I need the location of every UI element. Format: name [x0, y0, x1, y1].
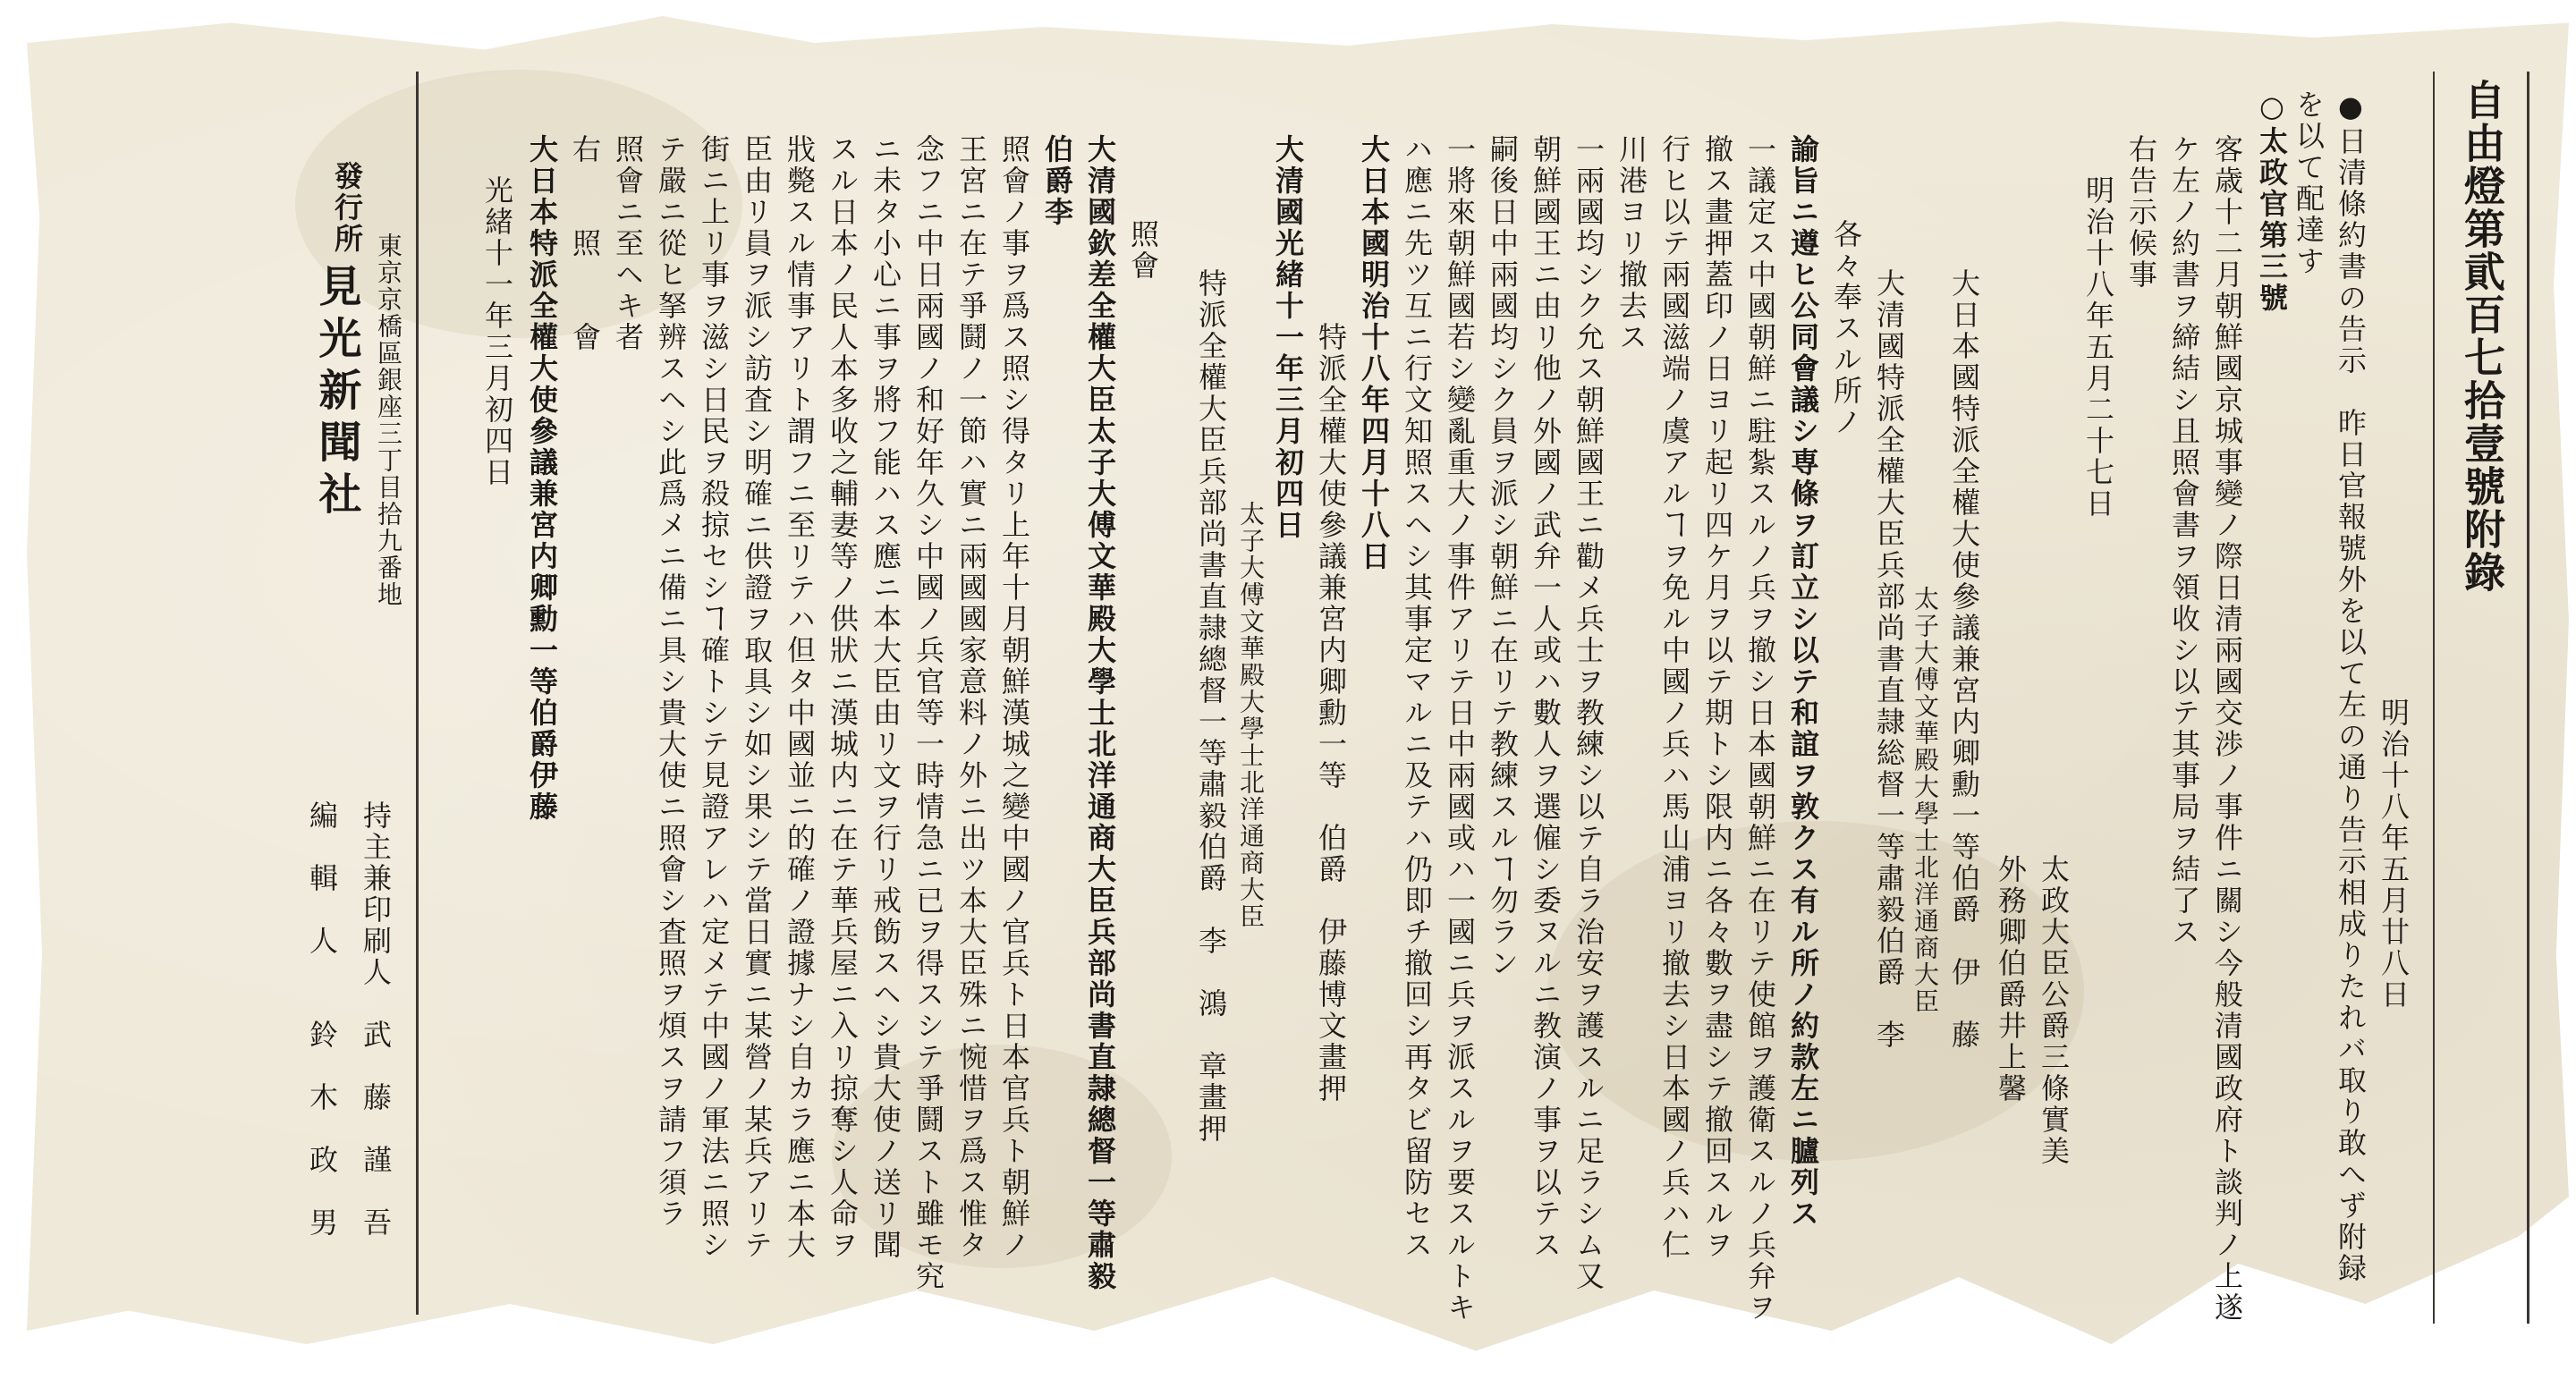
note-line-6: 戕斃スル情事アリト謂フニ至リテハ但タ中國並ニ的確ノ證據ナシ自カラ應ニ本大: [783, 134, 817, 1261]
colophon-rule: [416, 72, 419, 1315]
note-close: 右 照 會: [568, 134, 602, 353]
notice-signer-2: 外務卿伯爵井上馨: [1994, 854, 2028, 1104]
colophon-company: 見光新聞社: [311, 264, 361, 523]
note-line-9: テ嚴ニ從ヒ拏辨スヘシ此爲メニ備ニ具シ貴大使ニ照會シ査照ヲ煩スヲ請フ須ラ: [654, 134, 688, 1230]
colophon-owner: 持主兼印刷人 武 藤 謹 吾: [359, 800, 393, 1239]
treaty-date: 大日本國明治十八年四月十八日: [1357, 134, 1391, 572]
note-date: 光緒十一年三月初四日: [480, 175, 514, 488]
note-heading: 照會: [1126, 219, 1160, 282]
note-line-4: ニ未タ小心ニ事ヲ將フ能ハス應ニ本大臣由リ文ヲ行リ戒飭スヘシ貴大使ノ送リ聞: [869, 134, 902, 1261]
notice-body-3: 右告示候事: [2124, 134, 2158, 291]
treaty-cn-signer: 特派全權大臣兵部尚書直隷總督一等肅毅伯爵 李 鴻 章畫押: [1194, 268, 1228, 1145]
issue-date: 明治十八年五月廿八日: [2377, 698, 2411, 1011]
note-line-1: 照會ノ事ヲ爲ス照シ得タリ上年十月朝鮮漢城之變中國ノ官兵ト日本官兵ト朝鮮ノ: [997, 134, 1031, 1261]
treaty-article-2a: 一兩國均シク允ス朝鮮國王ニ勸メ兵士ヲ教練シ以テ自ラ治安ヲ護スルニ足ラシム又: [1572, 134, 1606, 1292]
intro-line-1: ●日清條約書の告示 昨日官報號外を以て左の通り告示相成りたれバ取り敢へず附録: [2334, 89, 2368, 1284]
treaty-recv: 各々奉スル所ノ: [1829, 219, 1863, 438]
treaty-article-2b: 朝鮮國王ニ由リ他ノ外國ノ武弁一人或ハ數人ヲ選僱シ委ヌルニ教演ノ事ヲ以テス: [1529, 134, 1563, 1261]
notice-date: 明治十八年五月二十七日: [2081, 175, 2115, 520]
note-line-2: 王宮ニ在テ爭鬪ノ一節ハ實ニ兩國國家意料ノ外ニ出ツ本大臣殊ニ惋惜ヲ爲ス惟タ: [954, 134, 988, 1261]
page-title: 自由燈第貮百七拾壹號附錄: [2458, 79, 2506, 594]
colophon-editor: 編 輯 人 鈴 木 政 男: [305, 800, 339, 1239]
treaty-party-2-title: 太子大傅文華殿大學士北洋通商大臣: [1911, 586, 1940, 1015]
treaty-article-1c: 行ヒ以テ兩國滋端ノ虞アルヿヲ免ル中國ノ兵ハ馬山浦ヨリ撤去シ日本國ノ兵ハ仁: [1657, 134, 1691, 1261]
note-line-10: 照會ニ至ヘキ者: [611, 134, 645, 353]
treaty-cn-date: 大清國光緒十一年三月初四日: [1271, 134, 1305, 541]
notice-body-2: ケ左ノ約書ヲ締結シ且照會書ヲ領收シ以テ其事局ヲ結了ス: [2167, 134, 2201, 948]
treaty-article-1d: 川港ヨリ撤去ス: [1614, 134, 1648, 353]
note-line-7: 臣由リ員ヲ派シ訪査シ明確ニ供證ヲ取具シ如シ果シテ當日實ニ某營ノ某兵アリテ: [740, 134, 774, 1261]
note-line-8: 街ニ上リ事ヲ滋シ日民ヲ殺掠セシヿ確トシテ見證アレハ定メテ中國ノ軍法ニ照シ: [697, 134, 731, 1261]
note-to: 大日本特派全權大使參議兼宮内卿勳一等伯爵伊藤: [525, 134, 559, 823]
treaty-party-2: 大清國特派全權大臣兵部尚書直隷総督一等肅毅伯爵 李: [1872, 268, 1906, 1051]
note-from: 大清國欽差全權大臣太子大傅文華殿大學士北洋通商大臣兵部尚書直隷總督一等肅毅: [1083, 134, 1117, 1292]
masthead-rule-left: [2433, 72, 2435, 1324]
treaty-jp-signer: 特派全權大使參議兼宮内卿勳一等 伯爵 伊藤博文畫押: [1314, 322, 1348, 1104]
treaty-article-3a: 一將來朝鮮國若シ變亂重大ノ事件アリテ日中兩國或ハ一國ニ兵ヲ派スルヲ要スルトキ: [1443, 134, 1477, 1324]
note-line-3: 念フニ中日兩國ノ和好年久シ中國ノ兵官等一時情急ニ已ヲ得スシテ爭鬪スト雖モ究: [911, 134, 945, 1292]
colophon-publisher-label: 發行所: [330, 161, 364, 255]
intro-line-2: を以て配達す: [2292, 89, 2326, 277]
masthead-rule-right: [2527, 72, 2529, 1324]
notice-body-1: 客歳十二月朝鮮國京城事變ノ際日清兩國交渉ノ事件ニ關シ今般清國政府ト談判ノ上遂: [2210, 134, 2244, 1324]
treaty-article-2c: 嗣後日中兩國均シク員ヲ派シ朝鮮ニ在リテ教練スルヿ勿ラン: [1486, 134, 1520, 979]
treaty-party-1: 大日本國特派全權大使參議兼宮内卿勳一等伯爵 伊 藤: [1947, 268, 1981, 1051]
notice-signer-1: 太政大臣公爵三條實美: [2037, 854, 2071, 1167]
note-line-5: スル日本ノ民人本多收之輔妻等ノ供狀ニ漢城内ニ在テ華兵屋ニ入リ掠奪シ人命ヲ: [826, 134, 860, 1261]
treaty-article-1a: 一議定ス中國朝鮮ニ駐紮スルノ兵ヲ撤シ日本國朝鮮ニ在リテ使館ヲ護衛スルノ兵弁ヲ: [1743, 134, 1777, 1324]
treaty-edict: 諭旨ニ遵ヒ公同會議シ専條ヲ訂立シ以テ和誼ヲ敦クス有ル所ノ約款左ニ臚列ス: [1786, 134, 1820, 1230]
colophon-address: 東京京橋區銀座三丁目拾九番地: [374, 233, 403, 608]
treaty-cn-title: 太子大傅文華殿大學士北洋通商大臣: [1236, 501, 1266, 930]
notice-heading: ○太政官第三號: [2255, 89, 2289, 314]
note-rank: 伯爵李: [1040, 134, 1074, 228]
treaty-article-3b: ハ應ニ先ツ互ニ行文知照スヘシ其事定マルニ及テハ仍即チ撤回シ再タビ留防セス: [1400, 134, 1434, 1261]
treaty-article-1b: 撤ス畫押蓋印ノ日ヨリ起リ四ケ月ヲ以テ期トシ限内ニ各々數ヲ盡シテ撤回スルヲ: [1700, 134, 1734, 1261]
